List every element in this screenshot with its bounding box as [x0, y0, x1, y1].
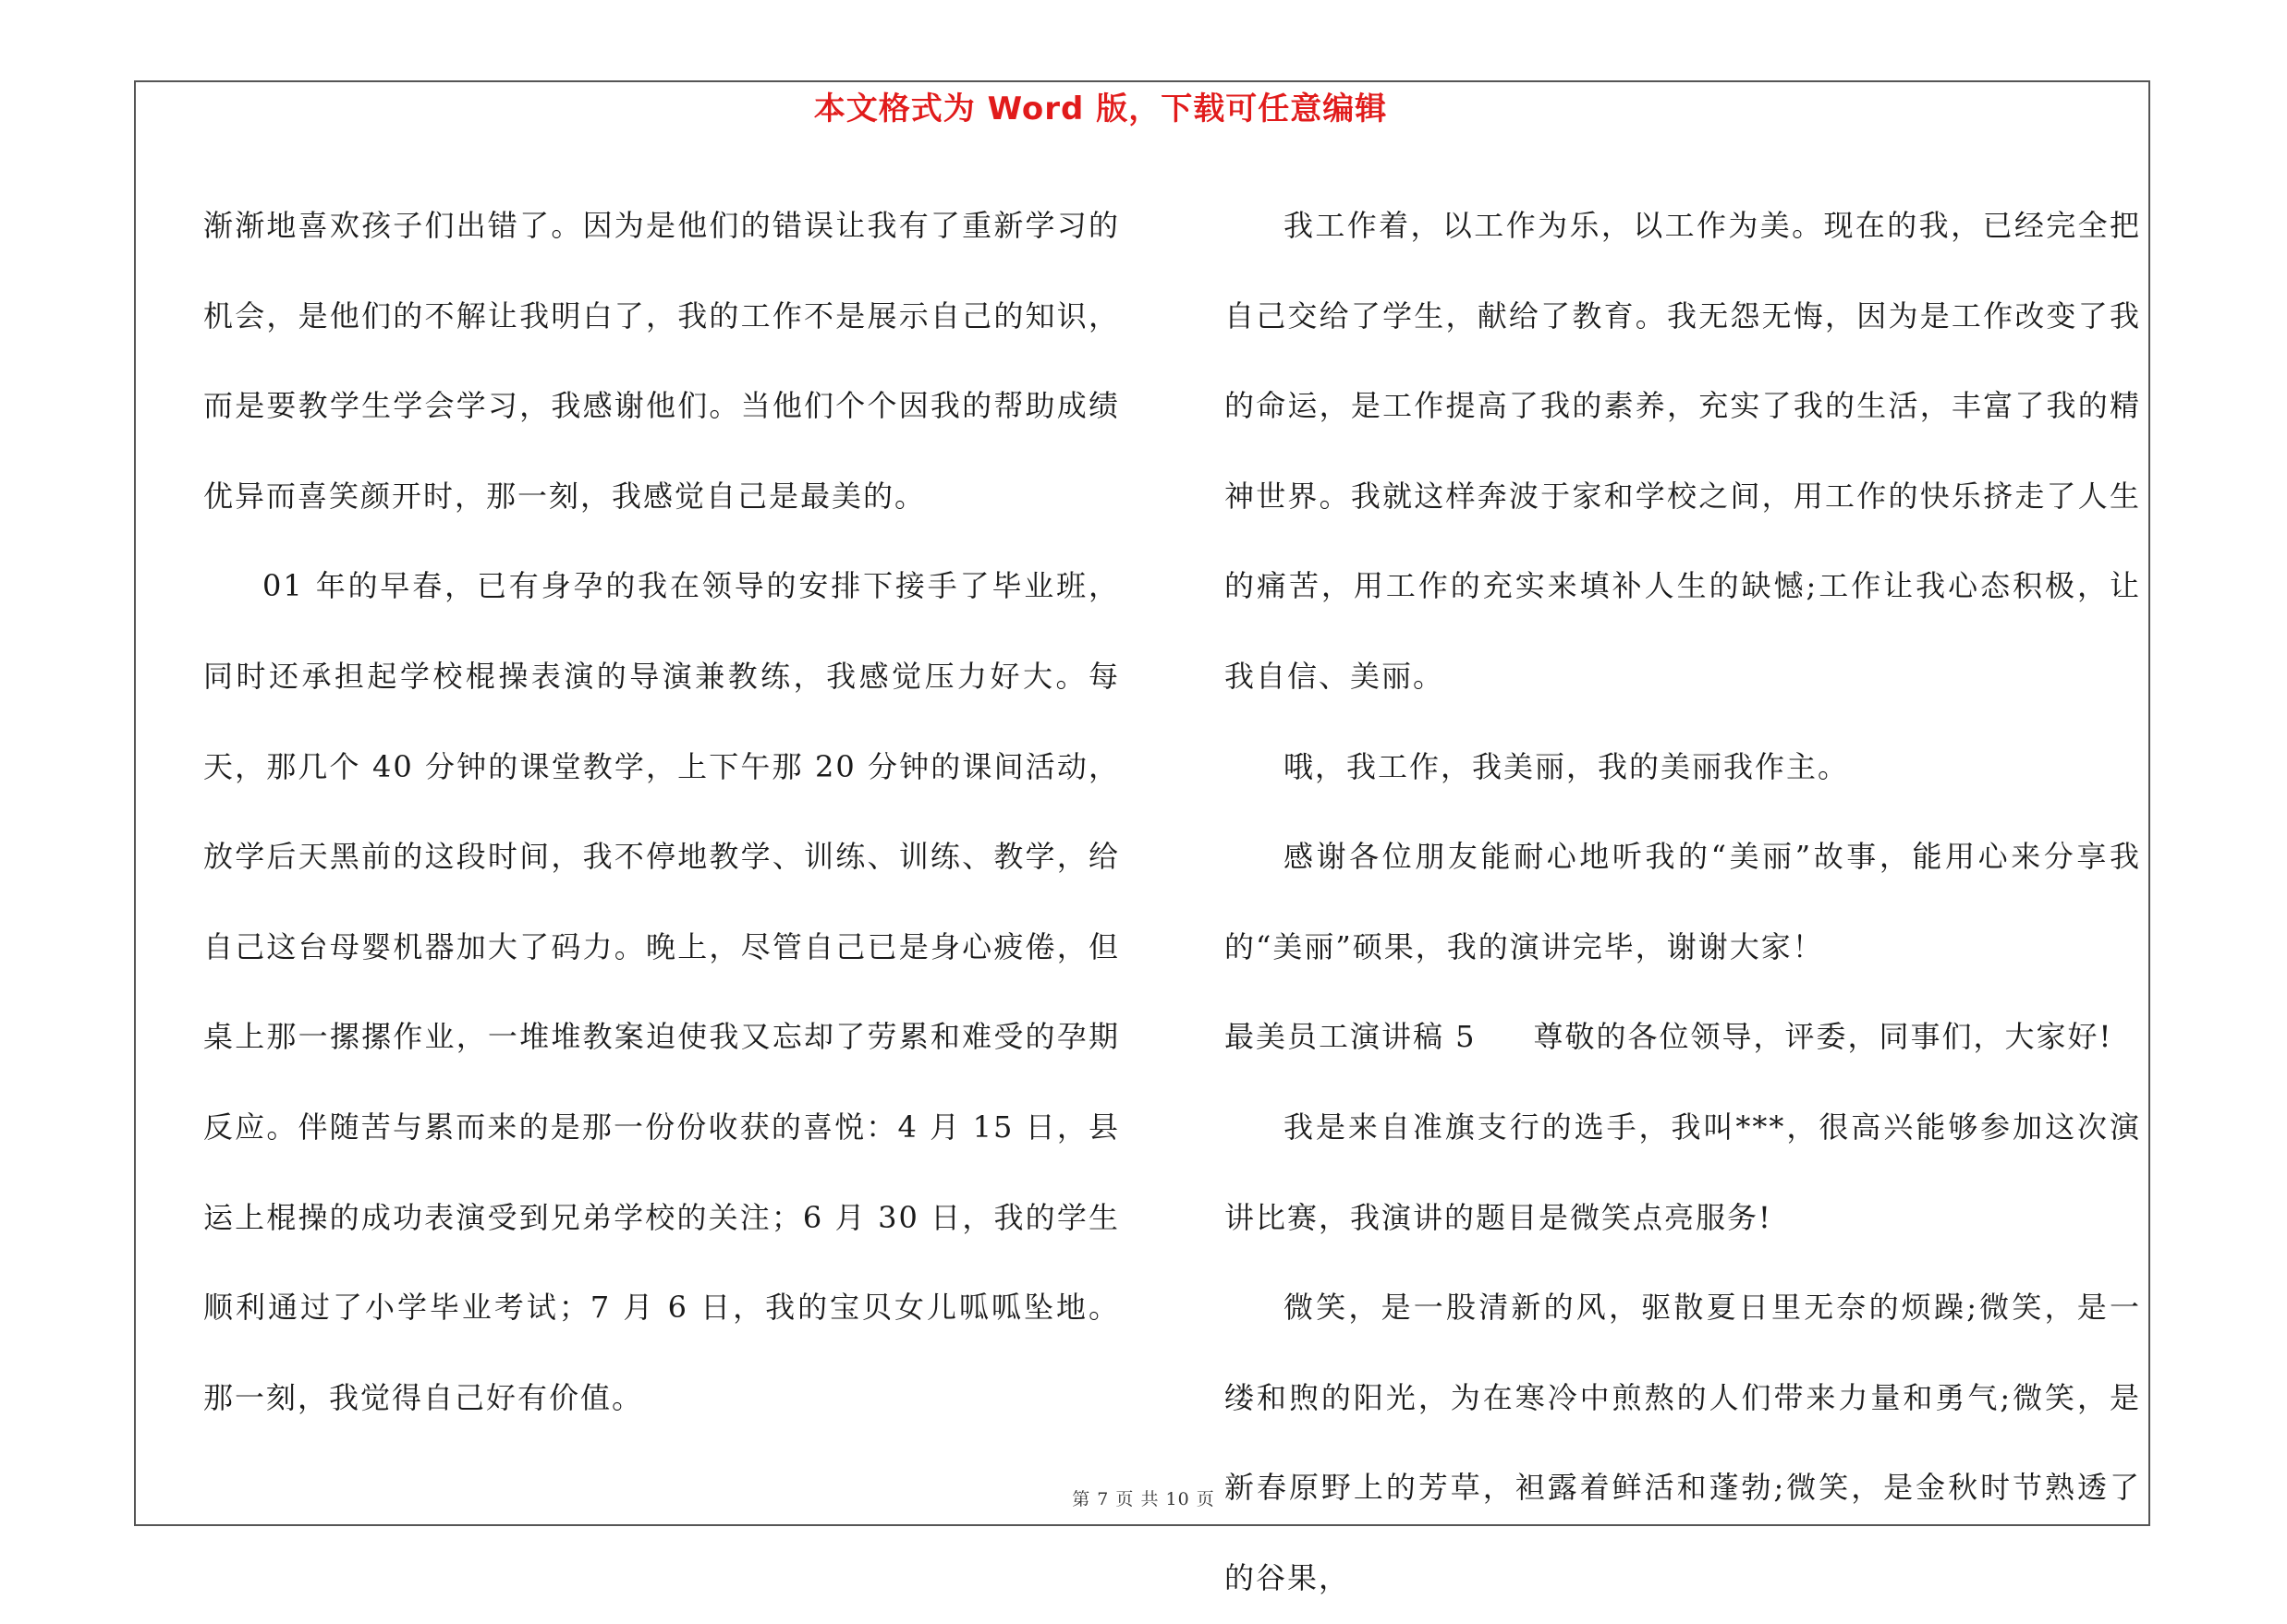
paragraph: 01 年的早春，已有身孕的我在领导的安排下接手了毕业班，同时还承担起学校棍操表演的导演兼教练，我感觉压力好大。每天，那几个 40 分钟的课堂教学，上下午那 20 分钟的课间活动，放学后天黑前的这段时间，我不停地教学、训练、训练、教学，给自己这台母婴机器加大了码力。晚上，尽管自己已是身心疲倦，但桌上那一摞摞作业，一堆堆教案迫使我又忘却了劳累和难受的孕期反应。伴随苦与累而来的是那一份份收获的喜悦：4 月 15 日，县运上棍操的成功表演受到兄弟学校的关注；6 月 30 日，我的学生顺利通过了小学毕业考试；7 月 6 日，我的宝贝女儿呱呱坠地。那一刻，我觉得自己好有价值。	[203, 568, 1120, 1415]
paragraph: 感谢各位朋友能耐心地听我的“美丽”故事，能用心来分享我的“美丽”硕果，我的演讲完毕，谢谢大家！	[1224, 839, 2141, 964]
document-banner: 本文格式为 Word 版，下载可任意编辑	[813, 91, 1388, 127]
section-heading	[1224, 992, 2141, 1083]
paragraph: 哦，我工作，我美丽，我的美丽我作主。	[1283, 748, 1850, 784]
page-footer: 第 7 页 共 10 页	[1072, 1489, 1215, 1509]
left-column	[203, 181, 1120, 1443]
paragraph: 我工作着，以工作为乐，以工作为美。现在的我，已经完全把自己交给了学生，献给了教育。我无怨无悔，因为是工作改变了我的命运，是工作提高了我的素养，充实了我的生活，丰富了我的精神世界。我就这样奔波于家和学校之间，用工作的快乐挤走了人生的痛苦，用工作的充实来填补人生的缺憾;工作让我心态积极，让我自信、美丽。	[1224, 208, 2141, 694]
paragraph: 我是来自准旗支行的选手，我叫***，很高兴能够参加这次演讲比赛，我演讲的题目是微笑点亮服务!	[1224, 1109, 2141, 1235]
paragraph: 微笑，是一股清新的风，驱散夏日里无奈的烦躁;微笑，是一缕和煦的阳光，为在寒冷中煎熬的人们带来力量和勇气;微笑，是新春原野上的芳草，袒露着鲜活和蓬勃;微笑，是金秋时节熟透了的谷果，	[1224, 1290, 2141, 1595]
paragraph: 渐渐地喜欢孩子们出错了。因为是他们的错误让我有了重新学习的机会，是他们的不解让我明白了，我的工作不是展示自己的知识，而是要教学生学会学习，我感谢他们。当他们个个因我的帮助成绩优异而喜笑颜开时，那一刻，我感觉自己是最美的。	[203, 208, 1120, 514]
right-column	[1224, 181, 2141, 1624]
speech-title: 最美员工演讲稿 5	[1224, 1019, 1477, 1055]
speech-greeting: 尊敬的各位领导，评委，同事们，大家好!	[1533, 1019, 2113, 1055]
